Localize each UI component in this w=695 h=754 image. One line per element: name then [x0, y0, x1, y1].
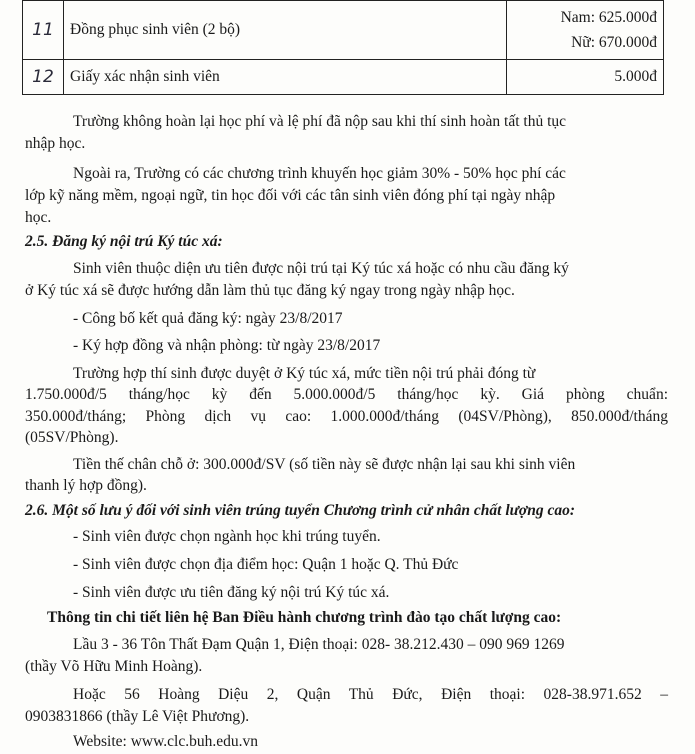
price-line: 5.000đ: [614, 68, 657, 85]
paragraph-line: ở Ký túc xá sẽ được hướng dẫn làm thủ tục đăng ký ngay trong ngày nhập học.: [25, 282, 515, 299]
bullet-item: - Công bố kết quả đăng ký: ngày 23/8/2017: [73, 310, 343, 327]
section-heading: 2.5. Đăng ký nội trú Ký túc xá:: [25, 233, 223, 250]
bullet-item: - Ký hợp đồng và nhận phòng: từ ngày 23/8/2017: [73, 337, 381, 354]
item-name: Đồng phục sinh viên (2 bộ): [64, 1, 507, 60]
paragraph-line: học.: [25, 209, 52, 226]
fee-table: [22, 0, 664, 95]
contact-heading: Thông tin chi tiết liên hệ Ban Điều hành chương trình đào tạo chất lượng cao:: [47, 609, 562, 626]
paragraph-line: 1.750.000đ/5 tháng/học kỳ đến 5.000.000đ/5 tháng/học kỳ. Giá phòng chuẩn:: [25, 386, 668, 403]
paragraph-line: Tiền thế chân chỗ ở: 300.000đ/SV (số tiền này sẽ được nhận lại sau khi sinh viên: [73, 456, 576, 473]
table-row: [23, 60, 664, 95]
paragraph-line: thanh lý hợp đồng).: [25, 477, 147, 494]
paragraph-line: (05SV/Phòng).: [25, 429, 119, 446]
paragraph-line: Ngoài ra, Trường có các chương trình khuyến học giảm 30% - 50% học phí các: [73, 165, 566, 182]
address-line: 0903831866 (thầy Lê Việt Phương).: [25, 708, 250, 725]
bullet-item: - Sinh viên được chọn ngành học khi trúng tuyển.: [73, 528, 381, 545]
item-price: [507, 1, 664, 60]
paragraph-line: 350.000đ/tháng; Phòng dịch vụ cao: 1.000.000đ/tháng (04SV/Phòng), 850.000đ/tháng: [25, 408, 668, 425]
paragraph-line: nhập học.: [25, 135, 86, 152]
item-name: Giấy xác nhận sinh viên: [64, 60, 507, 95]
address-line: Lầu 3 - 36 Tôn Thất Đạm Quận 1, Điện thoại: 028- 38.212.430 – 090 969 1269: [73, 636, 565, 653]
section-heading: 2.6. Một số lưu ý đối với sinh viên trúng tuyển Chương trình cử nhân chất lượng cao:: [25, 502, 576, 519]
paragraph-line: lớp kỹ năng mềm, ngoại ngữ, tin học đối với các tân sinh viên đóng phí tại ngày nhập: [25, 187, 556, 204]
table-row: [23, 1, 664, 60]
address-line: (thầy Võ Hữu Minh Hoàng).: [25, 658, 203, 675]
paragraph-line: Trường hợp thí sinh được duyệt ở Ký túc xá, mức tiền nội trú phải đóng từ: [73, 365, 536, 382]
bullet-item: - Sinh viên được chọn địa điểm học: Quận 1 hoặc Q. Thủ Đức: [73, 556, 459, 573]
address-line: Hoặc 56 Hoàng Diệu 2, Quận Thủ Đức, Điện thoại: 028-38.971.652 –: [73, 686, 668, 703]
item-price: [507, 60, 664, 95]
paragraph-line: Trường không hoàn lại học phí và lệ phí đã nộp sau khi thí sinh hoàn tất thủ tục: [73, 113, 567, 130]
paragraph-line: Sinh viên thuộc diện ưu tiên được nội trú tại Ký túc xá hoặc có nhu cầu đăng ký: [73, 260, 569, 277]
website-text: Website: www.clc.buh.edu.vn: [73, 733, 258, 750]
price-line: Nam: 625.000đ: [560, 9, 657, 26]
bullet-item: - Sinh viên được ưu tiên đăng ký nội trú Ký túc xá.: [73, 584, 390, 601]
row-number: 11: [23, 1, 64, 60]
price-line: Nữ: 670.000đ: [571, 34, 657, 51]
row-number: 12: [23, 60, 64, 95]
